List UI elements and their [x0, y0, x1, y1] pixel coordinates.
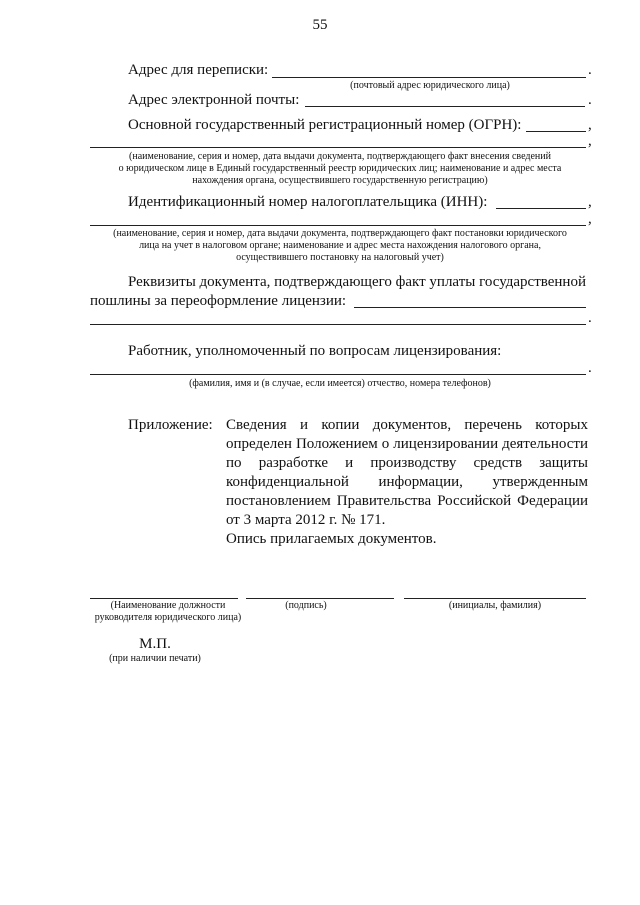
attachment-line-4: конфиденциальной информации, утвержденным — [226, 474, 588, 490]
inn-hint-1: (наименование, серия и номер, дата выдачи документа, подтверждающего факт постановки юридического — [113, 228, 567, 239]
fee-field-continued[interactable] — [90, 324, 586, 325]
fee-end: . — [588, 310, 592, 326]
name-field[interactable] — [404, 598, 586, 599]
inn-hint-2: лица на учет в налоговом органе; наименование и адрес места нахождения налогового органа, — [139, 240, 541, 251]
attachment-line-3: по разработке и производству средств защиты — [226, 455, 588, 471]
ogrn-hint-1: (наименование, серия и номер, дата выдачи документа, подтверждающего факт внесения сведений — [129, 151, 551, 162]
fee-field[interactable] — [354, 307, 586, 308]
officer-label: Работник, уполномоченный по вопросам лицензирования: — [128, 343, 502, 359]
mail-address-field[interactable] — [272, 77, 586, 78]
inn-details-end: , — [588, 211, 592, 227]
attachment-line-6: от 3 марта 2012 г. № 171. — [226, 512, 386, 528]
inn-hint-3: осуществившего постановку на налоговый учет) — [236, 252, 444, 263]
ogrn-hint-2: о юридическом лице в Единый государственный реестр юридических лиц; наименование и адрес места — [118, 163, 562, 174]
signature-field[interactable] — [246, 598, 394, 599]
ogrn-label: Основной государственный регистрационный номер (ОГРН): — [128, 117, 522, 133]
attachment-line-1: Сведения и копии документов, перечень которых — [226, 417, 588, 433]
position-hint-2: руководителя юридического лица) — [94, 612, 242, 623]
email-label: Адрес электронной почты: — [128, 92, 300, 108]
page-number: 55 — [312, 17, 328, 33]
inn-label: Идентификационный номер налогоплательщика (ИНН): — [128, 194, 488, 210]
fee-label: пошлины за переоформление лицензии: — [90, 293, 347, 309]
inn-field[interactable] — [496, 208, 586, 209]
signature-hint: (подпись) — [285, 600, 327, 611]
stamp-label: М.П. — [139, 636, 171, 652]
inventory-text: Опись прилагаемых документов. — [226, 531, 437, 547]
attachment-label: Приложение: — [128, 417, 213, 433]
name-hint: (инициалы, фамилия) — [448, 600, 542, 611]
inn-end: , — [588, 194, 592, 210]
email-end: . — [588, 92, 592, 108]
ogrn-details-end: , — [588, 133, 592, 149]
ogrn-field[interactable] — [526, 131, 586, 132]
mail-address-hint: (почтовый адрес юридического лица) — [350, 80, 510, 91]
attachment-line-5: постановлением Правительства Российской Федерации — [226, 493, 588, 509]
stamp-hint: (при наличии печати) — [109, 653, 201, 664]
mail-address-end: . — [588, 62, 592, 78]
officer-hint: (фамилия, имя и (в случае, если имеется) отчество, номера телефонов) — [189, 378, 491, 389]
ogrn-hint-3: нахождения органа, осуществившего государственную регистрацию) — [192, 175, 488, 186]
officer-end: . — [588, 360, 592, 376]
mail-address-label: Адрес для переписки: — [128, 62, 269, 78]
officer-field[interactable] — [90, 374, 586, 375]
position-hint-1: (Наименование должности — [110, 600, 226, 611]
fee-line-1: Реквизиты документа, подтверждающего факт уплаты государственной — [128, 274, 586, 290]
attachment-line-2: определен Положением о лицензировании деятельности — [226, 436, 588, 452]
email-field[interactable] — [305, 106, 585, 107]
position-field[interactable] — [90, 598, 238, 599]
ogrn-end: , — [588, 117, 592, 133]
inn-details-field[interactable] — [90, 225, 586, 226]
ogrn-details-field[interactable] — [90, 147, 586, 148]
